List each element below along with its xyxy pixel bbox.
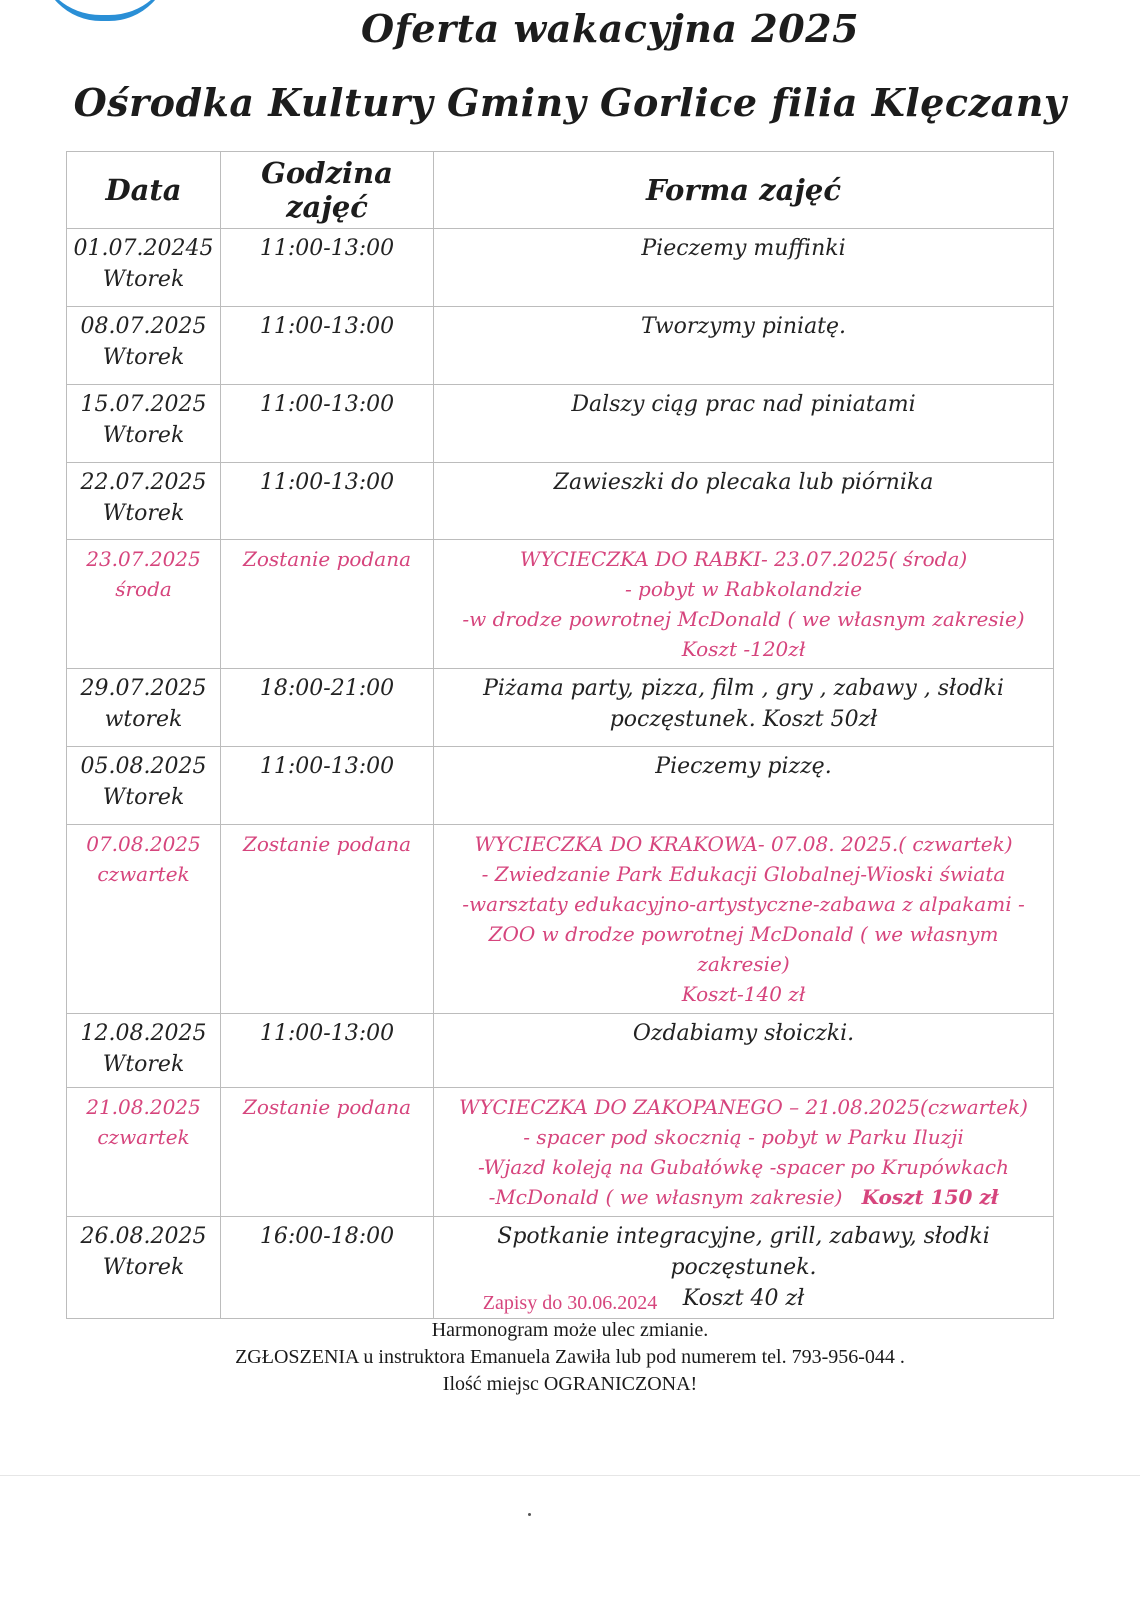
table-row <box>67 463 1054 540</box>
page-subtitle: Ośrodka Kultury Gminy Gorlice filia Klęczany <box>73 80 1067 125</box>
activity-line: Ozdabiamy słoiczki. <box>632 1021 855 1046</box>
activity-line: -Wjazd koleją na Gubałówkę -spacer po Krupówkach <box>478 1155 1009 1179</box>
weekday: czwartek <box>97 1125 190 1149</box>
time-cell: 18:00-21:00 <box>221 669 434 747</box>
date-cell <box>67 307 221 385</box>
time-cell: 11:00-13:00 <box>221 1014 434 1088</box>
activity-cell <box>434 229 1054 307</box>
date: 23.07.2025 <box>86 547 201 571</box>
weekday: Wtorek <box>102 1052 185 1077</box>
activity-line: Koszt 40 zł <box>682 1286 805 1311</box>
activity-cell <box>434 540 1054 669</box>
time-cell: 16:00-18:00 <box>221 1217 434 1319</box>
activity-line: poczęstunek. Koszt 50zł <box>609 707 878 732</box>
date: 07.08.2025 <box>86 832 201 856</box>
table-row <box>67 229 1054 307</box>
time-cell: Zostanie podana <box>221 825 434 1014</box>
activity-line: - pobyt w Rabkolandzie <box>624 577 863 601</box>
footer <box>0 1290 1140 1398</box>
table-row-trip <box>67 1088 1054 1217</box>
activity-line: Dalszy ciąg prac nad piniatami <box>571 392 916 417</box>
weekday: środa <box>115 577 172 601</box>
date: 15.07.2025 <box>80 392 207 417</box>
places-limit: Ilość miejsc OGRANICZONA! <box>442 1373 698 1395</box>
activity-line: Zawieszki do plecaka lub piórnika <box>553 470 934 495</box>
activity-line: ZOO w drodze powrotnej McDonald ( we własnym zakresie) <box>488 922 999 976</box>
activity-line: -w drodze powrotnej McDonald ( we własnym zakresie) <box>462 607 1025 631</box>
time-cell: 11:00-13:00 <box>221 229 434 307</box>
signup-deadline: Zapisy do 30.06.2024 <box>482 1292 658 1314</box>
column-header-time: Godzina zajęć <box>221 152 434 229</box>
activity-line: WYCIECZKA DO KRAKOWA- 07.08. 2025.( czwartek) <box>474 832 1013 856</box>
activity-line: -warsztaty edukacyjno-artystyczne-zabawa z alpakami - <box>462 892 1025 916</box>
activity-line: Pieczemy muffinki <box>641 236 846 261</box>
date-cell <box>67 669 221 747</box>
activity-line: - spacer pod skocznią - pobyt w Parku Iluzji <box>523 1125 964 1149</box>
date-cell <box>67 463 221 540</box>
table-row <box>67 1014 1054 1088</box>
activity-line: WYCIECZKA DO ZAKOPANEGO – 21.08.2025(czwartek) <box>459 1095 1028 1119</box>
activity-cell <box>434 307 1054 385</box>
activity-cell <box>434 463 1054 540</box>
activity-cell <box>434 669 1054 747</box>
activity-line: Piżama party, pizza, film , gry , zabawy , słodki <box>483 676 1004 701</box>
divider <box>0 1475 1140 1476</box>
weekday: Wtorek <box>102 785 185 810</box>
time-cell: 11:00-13:00 <box>221 747 434 825</box>
activity-cell <box>434 825 1054 1014</box>
date: 29.07.2025 <box>80 676 207 701</box>
date-cell <box>67 540 221 669</box>
activity-line: Spotkanie integracyjne, grill, zabawy, słodki poczęstunek. <box>497 1224 990 1280</box>
page-title: Oferta wakacyjna 2025 <box>360 6 860 51</box>
contact-info: ZGŁOSZENIA u instruktora Emanuela Zawiła lub pod numerem tel. 793-956-044 . <box>235 1346 905 1368</box>
time-cell: Zostanie podana <box>221 1088 434 1217</box>
weekday: Wtorek <box>102 423 185 448</box>
activity-line: WYCIECZKA DO RABKI- 23.07.2025( środa) <box>519 547 968 571</box>
time-cell: 11:00-13:00 <box>221 463 434 540</box>
column-header-activity: Forma zajęć <box>434 152 1054 229</box>
table-row <box>67 307 1054 385</box>
activity-line: Koszt -120zł <box>681 637 806 661</box>
date: 21.08.2025 <box>86 1095 201 1119</box>
date: 12.08.2025 <box>80 1021 207 1046</box>
table-row-trip <box>67 825 1054 1014</box>
trip-cost: Koszt 150 zł <box>861 1185 999 1209</box>
weekday: czwartek <box>97 862 190 886</box>
activity-line: Tworzymy piniatę. <box>640 314 847 339</box>
table-row-trip <box>67 540 1054 669</box>
table-row <box>67 385 1054 463</box>
table-header-row <box>67 152 1054 229</box>
schedule-note: Harmonogram może ulec zmianie. <box>431 1319 709 1341</box>
activity-line: Koszt-140 zł <box>681 982 806 1006</box>
date: 01.07.20245 <box>73 236 214 261</box>
activity-cell <box>434 747 1054 825</box>
date-cell <box>67 385 221 463</box>
date: 22.07.2025 <box>80 470 207 495</box>
date: 26.08.2025 <box>80 1224 207 1249</box>
activity-line: - Zwiedzanie Park Edukacji Globalnej-Wioski świata <box>481 862 1006 886</box>
time-cell: Zostanie podana <box>221 540 434 669</box>
activity-line <box>440 1182 1047 1212</box>
date-cell <box>67 747 221 825</box>
weekday: Wtorek <box>102 501 185 526</box>
activity-cell <box>434 1088 1054 1217</box>
table-row <box>67 669 1054 747</box>
date-cell <box>67 1088 221 1217</box>
activity-cell <box>434 385 1054 463</box>
schedule-table <box>66 151 1054 1319</box>
date-cell <box>67 229 221 307</box>
scan-dot <box>528 1513 531 1516</box>
time-cell: 11:00-13:00 <box>221 307 434 385</box>
date: 05.08.2025 <box>80 754 207 779</box>
time-cell: 11:00-13:00 <box>221 385 434 463</box>
column-header-date: Data <box>67 152 221 229</box>
activity-text: -McDonald ( we własnym zakresie) <box>488 1185 843 1209</box>
date: 08.07.2025 <box>80 314 207 339</box>
activity-line: Pieczemy pizzę. <box>655 754 832 779</box>
weekday: wtorek <box>104 707 183 732</box>
activity-cell <box>434 1014 1054 1088</box>
table-row <box>67 747 1054 825</box>
date-cell <box>67 1014 221 1088</box>
weekday: Wtorek <box>102 345 185 370</box>
weekday: Wtorek <box>102 267 185 292</box>
weekday: Wtorek <box>102 1255 185 1280</box>
date-cell <box>67 825 221 1014</box>
